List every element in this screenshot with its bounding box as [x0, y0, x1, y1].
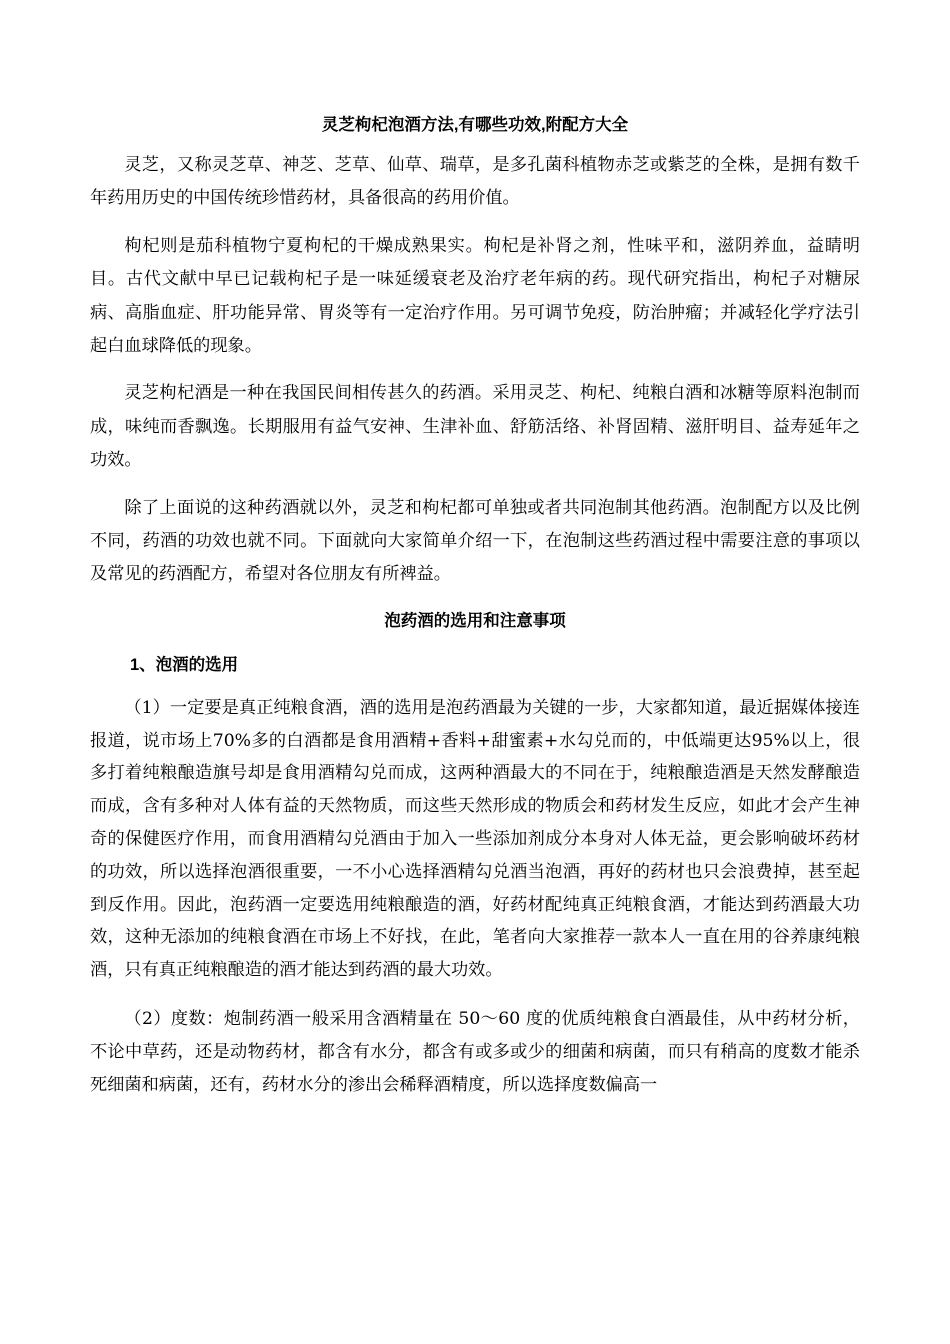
subsection-title: 1、泡酒的选用	[130, 655, 239, 674]
paragraph-lingzhi-gouqi-wine: 灵芝枸杞酒是一种在我国民间相传甚久的药酒。采用灵芝、枸杞、纯粮白酒和冰糖等原料泡制而成，味纯而香飘逸。长期服用有益气安神、生津补血、舒筋活络、补肾固精、滋肝明目、益寿延年之功效。	[90, 383, 860, 471]
section-title: 泡药酒的选用和注意事项	[384, 611, 566, 630]
paragraph-other-wines: 除了上面说的这种药酒就以外，灵芝和枸杞都可单独或者共同泡制其他药酒。泡制配方以及比例不同，药酒的功效也就不同。下面就向大家简单介绍一下，在泡制这些药酒过程中需要注意的事项以及常见的药酒配方，希望对各位朋友有所裨益。	[90, 497, 860, 585]
paragraph-lingzhi-intro: 灵芝，又称灵芝草、神芝、芝草、仙草、瑞草，是多孔菌科植物赤芝或紫芝的全株，是拥有数千年药用历史的中国传统珍惜药材，具备很高的药用价值。	[90, 155, 860, 209]
document-title: 灵芝枸杞泡酒方法,有哪些功效,附配方大全	[321, 116, 629, 134]
document-page	[90, 104, 860, 1101]
list-item-liquor-choice: （1）一定要是真正纯粮食酒，酒的选用是泡药酒最为关键的一步，大家都知道，最近据媒体接连报道，说市场上70%多的白酒都是食用酒精+香料+甜蜜素+水勾兑而的，中低端更达95%以上，很多打着纯粮酿造旗号却是食用酒精勾兑而成，这两种酒最大的不同在于，纯粮酿造酒是天然发酵酿造而成，含有多种对人体有益的天然物质，而这些天然形成的物质会和药材发生反应，如此才会产生神奇的保健医疗作用，而食用酒精勾兑酒由于加入一些添加剂成分本身对人体无益，更会影响破坏药材的功效，所以选择泡酒很重要，一不小心选择酒精勾兑酒当泡酒，再好的药材也只会浪费掉，甚至起到反作用。因此，泡药酒一定要选用纯粮酿造的酒，好药材配纯真正纯粮食酒，才能达到药酒最大功效，这种无添加的纯粮食酒在市场上不好找，在此，笔者向大家推荐一款本人一直在用的谷养康纯粮酒，只有真正纯粮酿造的酒才能达到药酒的最大功效。	[90, 697, 860, 981]
list-item-alcohol-degree: （2）度数：炮制药酒一般采用含酒精量在 50～60 度的优质纯粮食白酒最佳，从中药材分析，不论中草药，还是动物药材，都含有水分，都含有或多或少的细菌和病菌，而只有稍高的度数才能杀死细菌和病菌，还有，药材水分的渗出会稀释酒精度，所以选择度数偏高一	[90, 1009, 860, 1095]
paragraph-gouqi-intro: 枸杞则是茄科植物宁夏枸杞的干燥成熟果实。枸杞是补肾之剂，性味平和，滋阴养血，益睛明目。古代文献中早已记载枸杞子是一味延缓衰老及治疗老年病的药。现代研究指出，枸杞子对糖尿病、高脂血症、肝功能异常、胃炎等有一定治疗作用。另可调节免疫，防治肿瘤；并减轻化学疗法引起白血球降低的现象。	[90, 235, 860, 357]
